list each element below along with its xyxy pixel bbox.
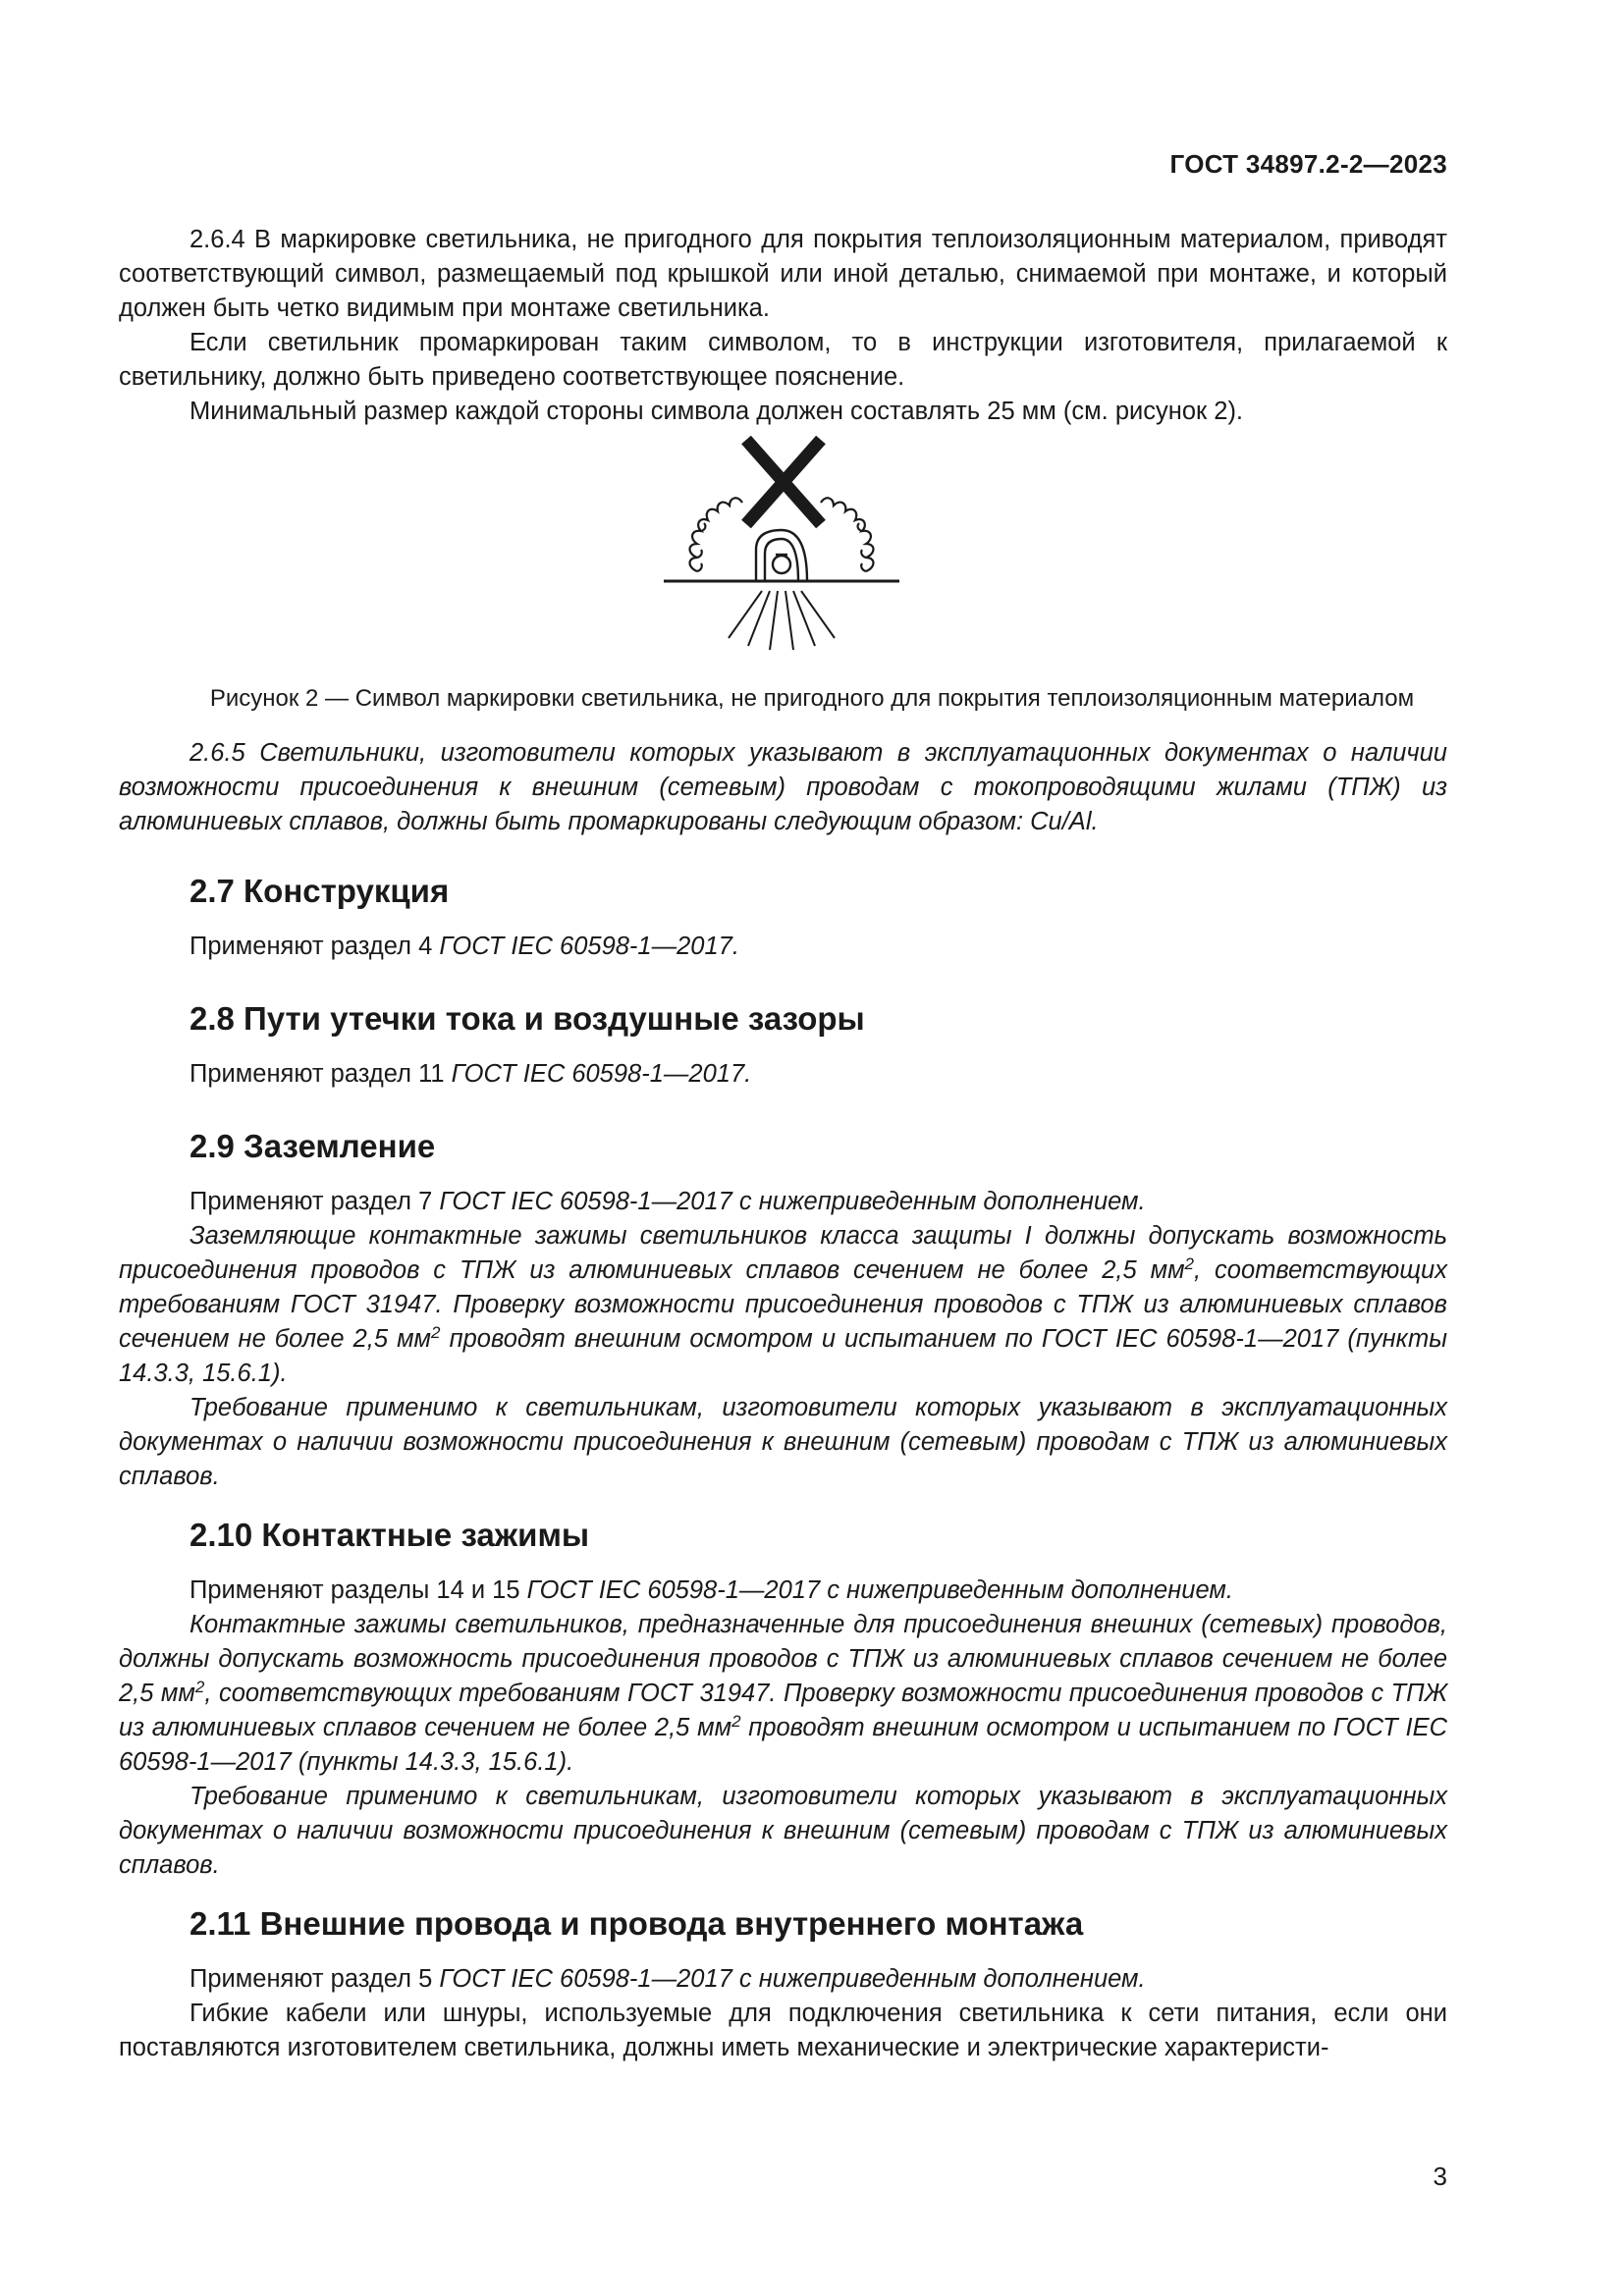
section-heading: 2.9 Заземление xyxy=(189,1128,436,1164)
figure-caption: Рисунок 2 — Символ маркировки светильника, не пригодного для покрытия теплоизоляционным материалом xyxy=(209,685,1415,712)
section-heading: 2.7 Конструкция xyxy=(189,873,450,909)
section-2-9 xyxy=(119,1127,1447,1494)
page-number: 3 xyxy=(1433,2162,1447,2191)
insulation-coils xyxy=(690,498,874,571)
paragraph: 2.6.4 В маркировке светильника, не пригодного для покрытия теплоизоляционным материалом, приводят соответствующий символ, размещаемый под крышкой или иной деталью, снимаемой при монтаже, и который должен быть четко видимым при монтаже светильника. xyxy=(119,226,1447,322)
paragraph: Минимальный размер каждой стороны символа должен составлять 25 мм (см. рисунок 2). xyxy=(189,398,1244,425)
section-2-8 xyxy=(119,999,1447,1092)
paragraph: Контактные зажимы светильников, предназначенные для присоединения внешних (сетевых) проводов, должны допускать возможность присоединения проводов с ТПЖ из алюминиевых сплавов сечением не более 2,5 $мм^2$, соответствующих требованиям ГОСТ 31947. Проверку возможности присоединения проводов с ТПЖ из алюминиевых сплавов сечением не более 2,5 $мм^2$ проводят внешним осмотром и испытанием по ГОСТ IEC 60598-1—2017 (пункты 14.3.3, 15.6.1). xyxy=(119,1611,1448,1776)
section-heading: 2.11 Внешние провода и провода внутреннего монтажа xyxy=(189,1905,1084,1942)
paragraph: Применяют раздел 4 ГОСТ IEC 60598-1—2017. xyxy=(189,933,739,960)
paragraph: Если светильник промаркирован таким символом, то в инструкции изготовителя, прилагаемой к светильнику, должно быть приведено соответствующее пояснение. xyxy=(119,329,1447,391)
light-rays xyxy=(729,591,835,650)
paragraph: Применяют раздел 5 ГОСТ IEC 60598-1—2017 с нижеприведенным дополнением. xyxy=(189,1965,1146,1993)
paragraph: Гибкие кабели или шнуры, используемые для подключения светильника к сети питания, если они поставляются изготовителем светильника, должны иметь механические и электрические характеристи- xyxy=(119,2000,1447,2061)
luminaire-housing xyxy=(756,530,807,581)
paragraph: 2.6.5 Светильники, изготовители которых указывают в эксплуатационных документах о наличии возможности присоединения к внешним (сетевым) проводам с токопроводящими жилами (ТПЖ) из алюминиевых сплавов, должны быть промаркированы следующим образом: Cu/Al. xyxy=(119,739,1447,835)
paragraph: Применяют раздел 11 ГОСТ IEC 60598-1—2017. xyxy=(189,1060,752,1088)
section-2-6-4 xyxy=(119,223,1447,429)
document-number: ГОСТ 34897.2-2—2023 xyxy=(1169,149,1447,179)
paragraph: Применяют раздел 7 ГОСТ IEC 60598-1—2017 с нижеприведенным дополнением. xyxy=(189,1188,1146,1215)
paragraph: Требование применимо к светильникам, изготовители которых указывают в эксплуатационных документах о наличии возможности присоединения к внешним (сетевым) проводам с ТПЖ из алюминиевых сплавов. xyxy=(119,1394,1447,1490)
no-thermal-insulation-symbol xyxy=(664,424,899,660)
section-2-11 xyxy=(119,1904,1447,2065)
paragraph: Требование применимо к светильникам, изготовители которых указывают в эксплуатационных документах о наличии возможности присоединения к внешним (сетевым) проводам с ТПЖ из алюминиевых сплавов. xyxy=(119,1783,1447,1879)
section-heading: 2.8 Пути утечки тока и воздушные зазоры xyxy=(189,1000,865,1037)
paragraph: Заземляющие контактные зажимы светильников класса защиты I должны допускать возможность присоединения проводов с ТПЖ из алюминиевых сплавов сечением не более 2,5 $мм^2$, соответствующих требованиям ГОСТ 31947. Проверку возможности присоединения проводов с ТПЖ из алюминиевых сплавов сечением не более 2,5 $мм^2$ проводят внешним осмотром и испытанием по ГОСТ IEC 60598-1—2017 (пункты 14.3.3, 15.6.1). xyxy=(119,1222,1447,1387)
section-2-6-5 xyxy=(119,736,1447,839)
section-2-10 xyxy=(119,1516,1447,1883)
paragraph: Применяют разделы 14 и 15 ГОСТ IEC 60598-1—2017 с нижеприведенным дополнением. xyxy=(189,1576,1233,1604)
section-heading: 2.10 Контактные зажимы xyxy=(189,1517,590,1553)
section-2-7 xyxy=(119,872,1447,964)
cross-mark xyxy=(746,440,821,524)
